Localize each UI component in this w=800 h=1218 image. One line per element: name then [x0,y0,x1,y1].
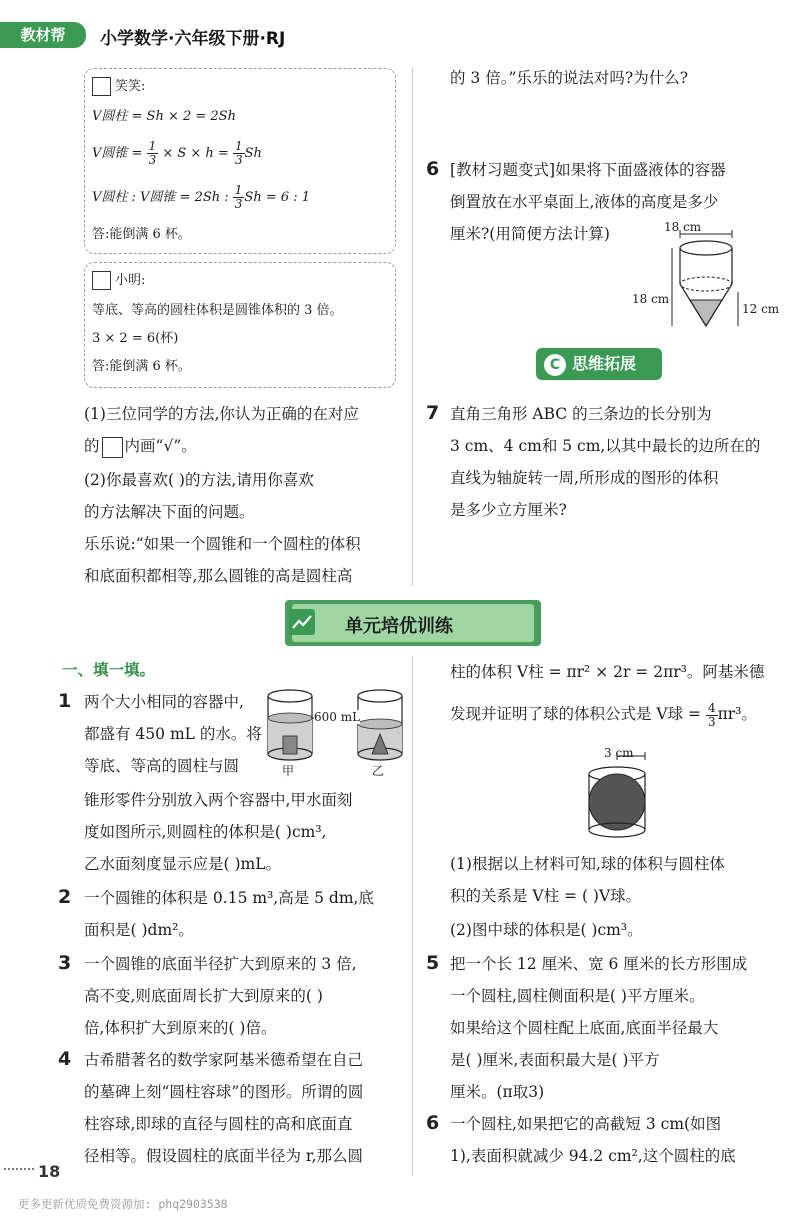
page-number: 18 [38,1162,61,1181]
xiaoxiao-line-2: V圆锥 = $\frac{1}{3}$ × S × h = $\frac{1}{3}$ Sh [92,139,262,167]
fig-jia-label: 甲 [282,764,295,778]
q6-line-2: 倒置放在水平桌面上,液体的高度是多少 [450,193,719,211]
q4-line-4: 径相等。假设圆柱的底面半径为 r,那么圆 [84,1147,364,1165]
part2-line-a: (2)你最喜欢( )的方法,请用你喜欢 [84,471,314,489]
q4-right-line-2: 发现并证明了球的体积公式是 V球 = $\frac{4}{3}$ πr³。 [450,700,757,729]
lele-line-a: 乐乐说:“如果一个圆锥和一个圆柱的体积 [84,535,361,553]
q1-line-3: 等底、等高的圆柱与圆 [84,757,240,775]
xiaoming-line-2: 3 × 2 = 6(杯) [92,331,179,346]
lele-line-b: 和底面积都相等,那么圆锥的高是圆柱高 [84,567,353,585]
question-4-number: 4 [58,1048,72,1070]
brand-tag: 教材帮 [0,22,86,48]
fig-yi-label: 乙 [372,764,385,778]
q6b-line-2: 1),表面积就减少 94.2 cm²,这个圆柱的底 [450,1147,736,1165]
q4-right-line-1: 柱的体积 V柱 = πr² × 2r = 2πr³。阿基米德 [450,663,765,681]
fig-left-label: 18 cm [632,292,670,306]
column-divider [412,68,413,586]
q3-line-2: 高不变,则底面周长扩大到原来的( ) [84,987,323,1005]
q6-line-3: 厘米?(用简便方法计算) [450,225,610,243]
question-6b-number: 6 [426,1112,440,1134]
xiaoming-answer: 答:能倒满 6 杯。 [92,359,191,374]
q4-sub1-line-a: (1)根据以上材料可知,球的体积与圆柱体 [450,855,725,873]
q1-line-5: 度如图所示,则圆柱的体积是( )cm³, [84,823,327,841]
question-5-number: 5 [426,952,440,974]
book-title: 小学数学·六年级下册·RJ [100,29,286,49]
page-number-rule [4,1168,34,1170]
part2-line-b: 的方法解决下面的问题。 [84,503,255,521]
q5-line-4: 是( )厘米,表面积最大是( )平方 [450,1051,660,1069]
xiaoming-line-1: 等底、等高的圆柱体积是圆锥体积的 3 倍。 [92,303,343,318]
q7-line-4: 是多少立方厘米? [450,501,567,519]
answer-box[interactable] [102,437,123,458]
checkbox[interactable] [92,271,111,290]
q1-line-1: 两个大小相同的容器中, [84,693,244,711]
column-divider-bottom [412,656,413,1176]
q4-line-3: 柱容球,即球的直径与圆柱的高和底面直 [84,1115,353,1133]
q7-line-2: 3 cm、4 cm和 5 cm,以其中最长的边所在的 [450,437,761,455]
fig-600ml-label: 600 mL [314,710,361,724]
chart-trend-icon [288,608,316,636]
fig-3cm-label: 3 cm [604,746,634,760]
q6b-line-1: 一个圆柱,如果把它的高截短 3 cm(如图 [450,1115,722,1133]
container-figure [626,220,786,340]
question-6-number: 6 [426,158,440,180]
question-2-number: 2 [58,886,72,908]
q6-line-1: [教材习题变式]如果将下面盛液体的容器 [450,161,726,179]
q7-line-1: 直角三角形 ABC 的三条边的长分别为 [450,405,712,423]
lele-continuation: 的 3 倍。”乐乐的说法对吗?为什么? [450,69,689,87]
footer-source-note: 更多更新优质免费资源加: phq2903538 [18,1197,228,1211]
q3-line-1: 一个圆锥的底面半径扩大到原来的 3 倍, [84,955,357,973]
question-3-number: 3 [58,952,72,974]
q7-line-3: 直线为轴旋转一周,所形成的图形的体积 [450,469,719,487]
fig-top-label: 18 cm [664,220,702,234]
q1-line-6: 乙水面刻度显示应是( )mL。 [84,855,282,873]
section-1-title: 一、填一填。 [62,661,156,679]
xiaoming-label: 小明: [92,268,145,294]
xiaoxiao-line-3: V圆柱 : V圆锥 = 2Sh : $\frac{1}{3}$ Sh = 6 : 1 [92,183,311,211]
xiaoxiao-label: 笑笑: [92,74,145,100]
q4-sub2: (2)图中球的体积是( )cm³。 [450,921,643,939]
q4-sub1-line-b: 积的关系是 V柱 = ( )V球。 [450,887,642,905]
q4-line-2: 的墓碑上刻“圆柱容球”的图形。所谓的圆 [84,1083,364,1101]
fig-right-label: 12 cm [742,302,780,316]
part1-line-a: (1)三位同学的方法,你认为正确的在对应 [84,405,359,423]
question-7-number: 7 [426,402,440,424]
xiaoxiao-answer: 答:能倒满 6 杯。 [92,227,191,242]
checkbox[interactable] [92,77,111,96]
unit-banner-title: 单元培优训练 [345,616,453,637]
q4-line-1: 古希腊著名的数学家阿基米德希望在自己 [84,1051,364,1069]
q2-line-2: 面积是( )dm²。 [84,921,194,939]
q2-line-1: 一个圆锥的体积是 0.15 m³,高是 5 dm,底 [84,889,374,907]
q5-line-1: 把一个长 12 厘米、宽 6 厘米的长方形围成 [450,955,748,973]
section-badge: C 思维拓展 [536,348,662,380]
sphere-in-cylinder-figure [572,746,662,846]
q1-line-2: 都盛有 450 mL 的水。将 [84,725,262,743]
question-1-number: 1 [58,690,72,712]
badge-letter-icon: C [544,354,566,376]
q5-line-2: 一个圆柱,圆柱侧面积是( )平方厘米。 [450,987,705,1005]
q5-line-5: 厘米。(π取3) [450,1083,545,1101]
q5-line-3: 如果给这个圆柱配上底面,底面半径最大 [450,1019,719,1037]
part1-line-b: 的 内画“√”。 [84,430,197,462]
q3-line-3: 倍,体积扩大到原来的( )倍。 [84,1019,277,1037]
q1-line-4: 锥形零件分别放入两个容器中,甲水面刻 [84,791,353,809]
xiaoxiao-line-1: V圆柱 = Sh × 2 = 2Sh [92,109,236,124]
